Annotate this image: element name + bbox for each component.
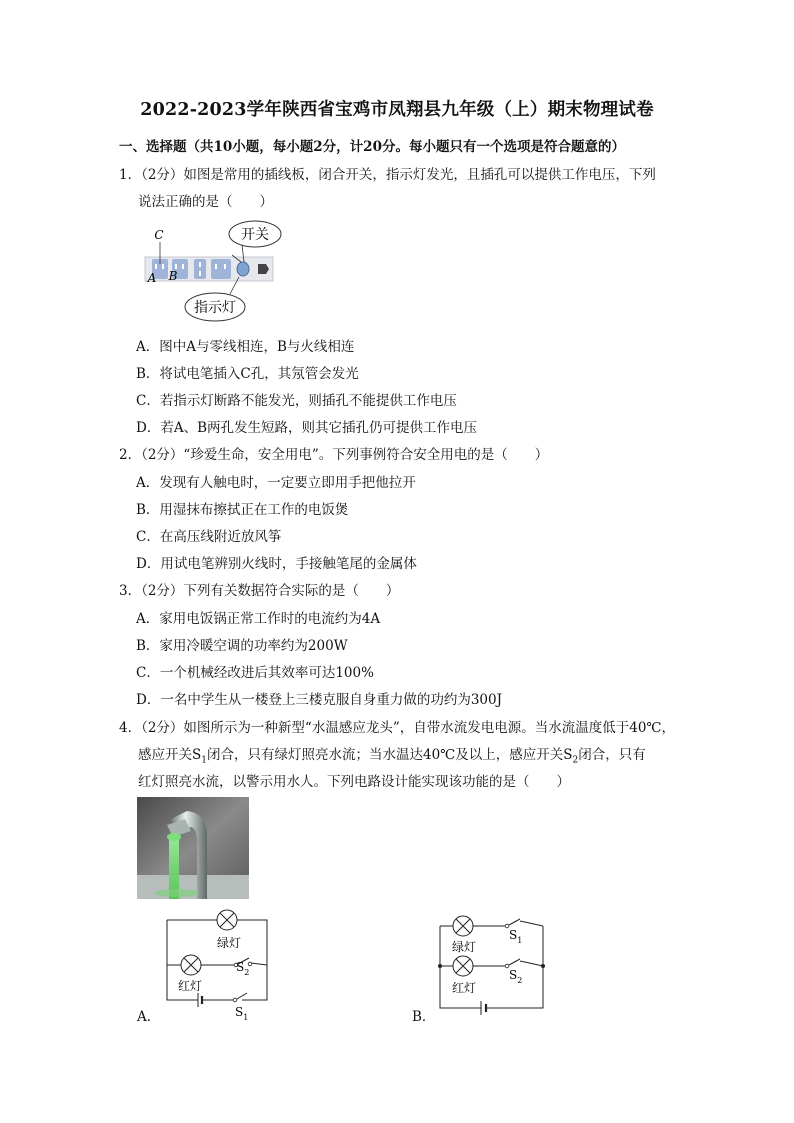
question-2-option-b: B．用湿抹布擦拭正在工作的电饭煲: [136, 502, 349, 518]
question-2-option-c: C．在高压线附近放风筝: [136, 529, 282, 545]
question-1-option-b: B．将试电笔插入C孔，其氖管会发光: [136, 366, 359, 382]
socket-slot: [211, 259, 231, 279]
green-lamp-icon: [217, 910, 237, 930]
switch-s1-label: $S_1$: [235, 1005, 249, 1022]
page-title: 2022-2023学年陕西省宝鸡市凤翔县九年级（上）期末物理试卷: [140, 100, 654, 120]
circuit-a-option-label: A．: [137, 1009, 161, 1025]
green-lamp-label: 绿灯: [216, 936, 242, 950]
circuit-a-diagram: [150, 903, 275, 1023]
switch-s1-label: $S_1$: [509, 928, 523, 945]
question-3-option-c: C．一个机械经改进后其效率可达100%: [136, 665, 374, 681]
green-lamp-label: 绿灯: [451, 940, 477, 954]
question-4-stem-cont: 感应开关$S_1$闭合，只有绿灯照亮水流；当水温达40℃及以上，感应开关$S_2$闭合，只有: [138, 747, 646, 766]
question-2-option-a: A．发现有人触电时，一定要立即用手把他拉开: [136, 475, 416, 491]
hole-a-label: A: [147, 271, 157, 285]
question-1-stem-cont: 说法正确的是（ ）: [138, 194, 273, 210]
question-3-option-a: A．家用电饭锅正常工作时的电流约为4A: [136, 611, 381, 627]
battery-icon: [198, 993, 202, 1007]
hole-c-label: C: [154, 228, 164, 242]
circuit-b-diagram: [425, 908, 555, 1018]
switch-button: [237, 262, 249, 276]
question-1-option-d: D．若A、B两孔发生短路，则其它插孔仍可提供工作电压: [136, 420, 477, 436]
question-3-stem: 3．（2分）下列有关数据符合实际的是（ ）: [119, 583, 400, 599]
red-lamp-icon: [453, 956, 473, 976]
red-lamp-icon: [181, 955, 201, 975]
power-strip-figure: [140, 212, 290, 322]
question-1-stem: 1．（2分）如图是常用的插线板，闭合开关，指示灯发光，且插孔可以提供工作电压，下列: [119, 167, 656, 183]
switch-s2-label: $S_2$: [236, 960, 250, 977]
hole-b-label: B: [168, 269, 178, 283]
switch-s1-icon: [505, 919, 520, 928]
question-3-option-d: D．一名中学生从一楼登上三楼克服自身重力做的功约为300J: [136, 692, 503, 708]
red-lamp-label: 红灯: [177, 979, 203, 993]
switch-s2-label: $S_2$: [509, 968, 523, 985]
question-2-option-d: D．用试电笔辨别火线时，手接触笔尾的金属体: [136, 556, 417, 572]
question-1-option-a: A．图中A与零线相连，B与火线相连: [136, 339, 355, 355]
battery-icon: [481, 1001, 486, 1015]
section-heading: 一、选择题（共10小题，每小题2分，计20分。每小题只有一个选项是符合题意的）: [119, 139, 625, 155]
circuit-b-option-label: B．: [412, 1009, 436, 1025]
green-lamp-icon: [453, 916, 473, 936]
question-4-stem-cont-2: 红灯照亮水流，以警示用水人。下列电路设计能实现该功能的是（ ）: [138, 774, 570, 790]
switch-label: 开关: [241, 227, 269, 243]
switch-s2-icon: [505, 959, 520, 968]
indicator-label: 指示灯: [194, 300, 236, 316]
faucet-photo: [137, 797, 249, 899]
question-4-stem: 4．（2分）如图所示为一种新型“水温感应龙头”，自带水流发电电源。当水流温度低于40℃，: [119, 720, 676, 736]
question-2-stem: 2．（2分）“珍爱生命，安全用电”。下列事例符合安全用电的是（ ）: [119, 447, 549, 463]
red-lamp-label: 红灯: [451, 981, 477, 995]
question-3-option-b: B．家用冷暖空调的功率约为200W: [136, 638, 348, 654]
question-1-option-c: C．若指示灯断路不能发光，则插孔不能提供工作电压: [136, 393, 457, 409]
